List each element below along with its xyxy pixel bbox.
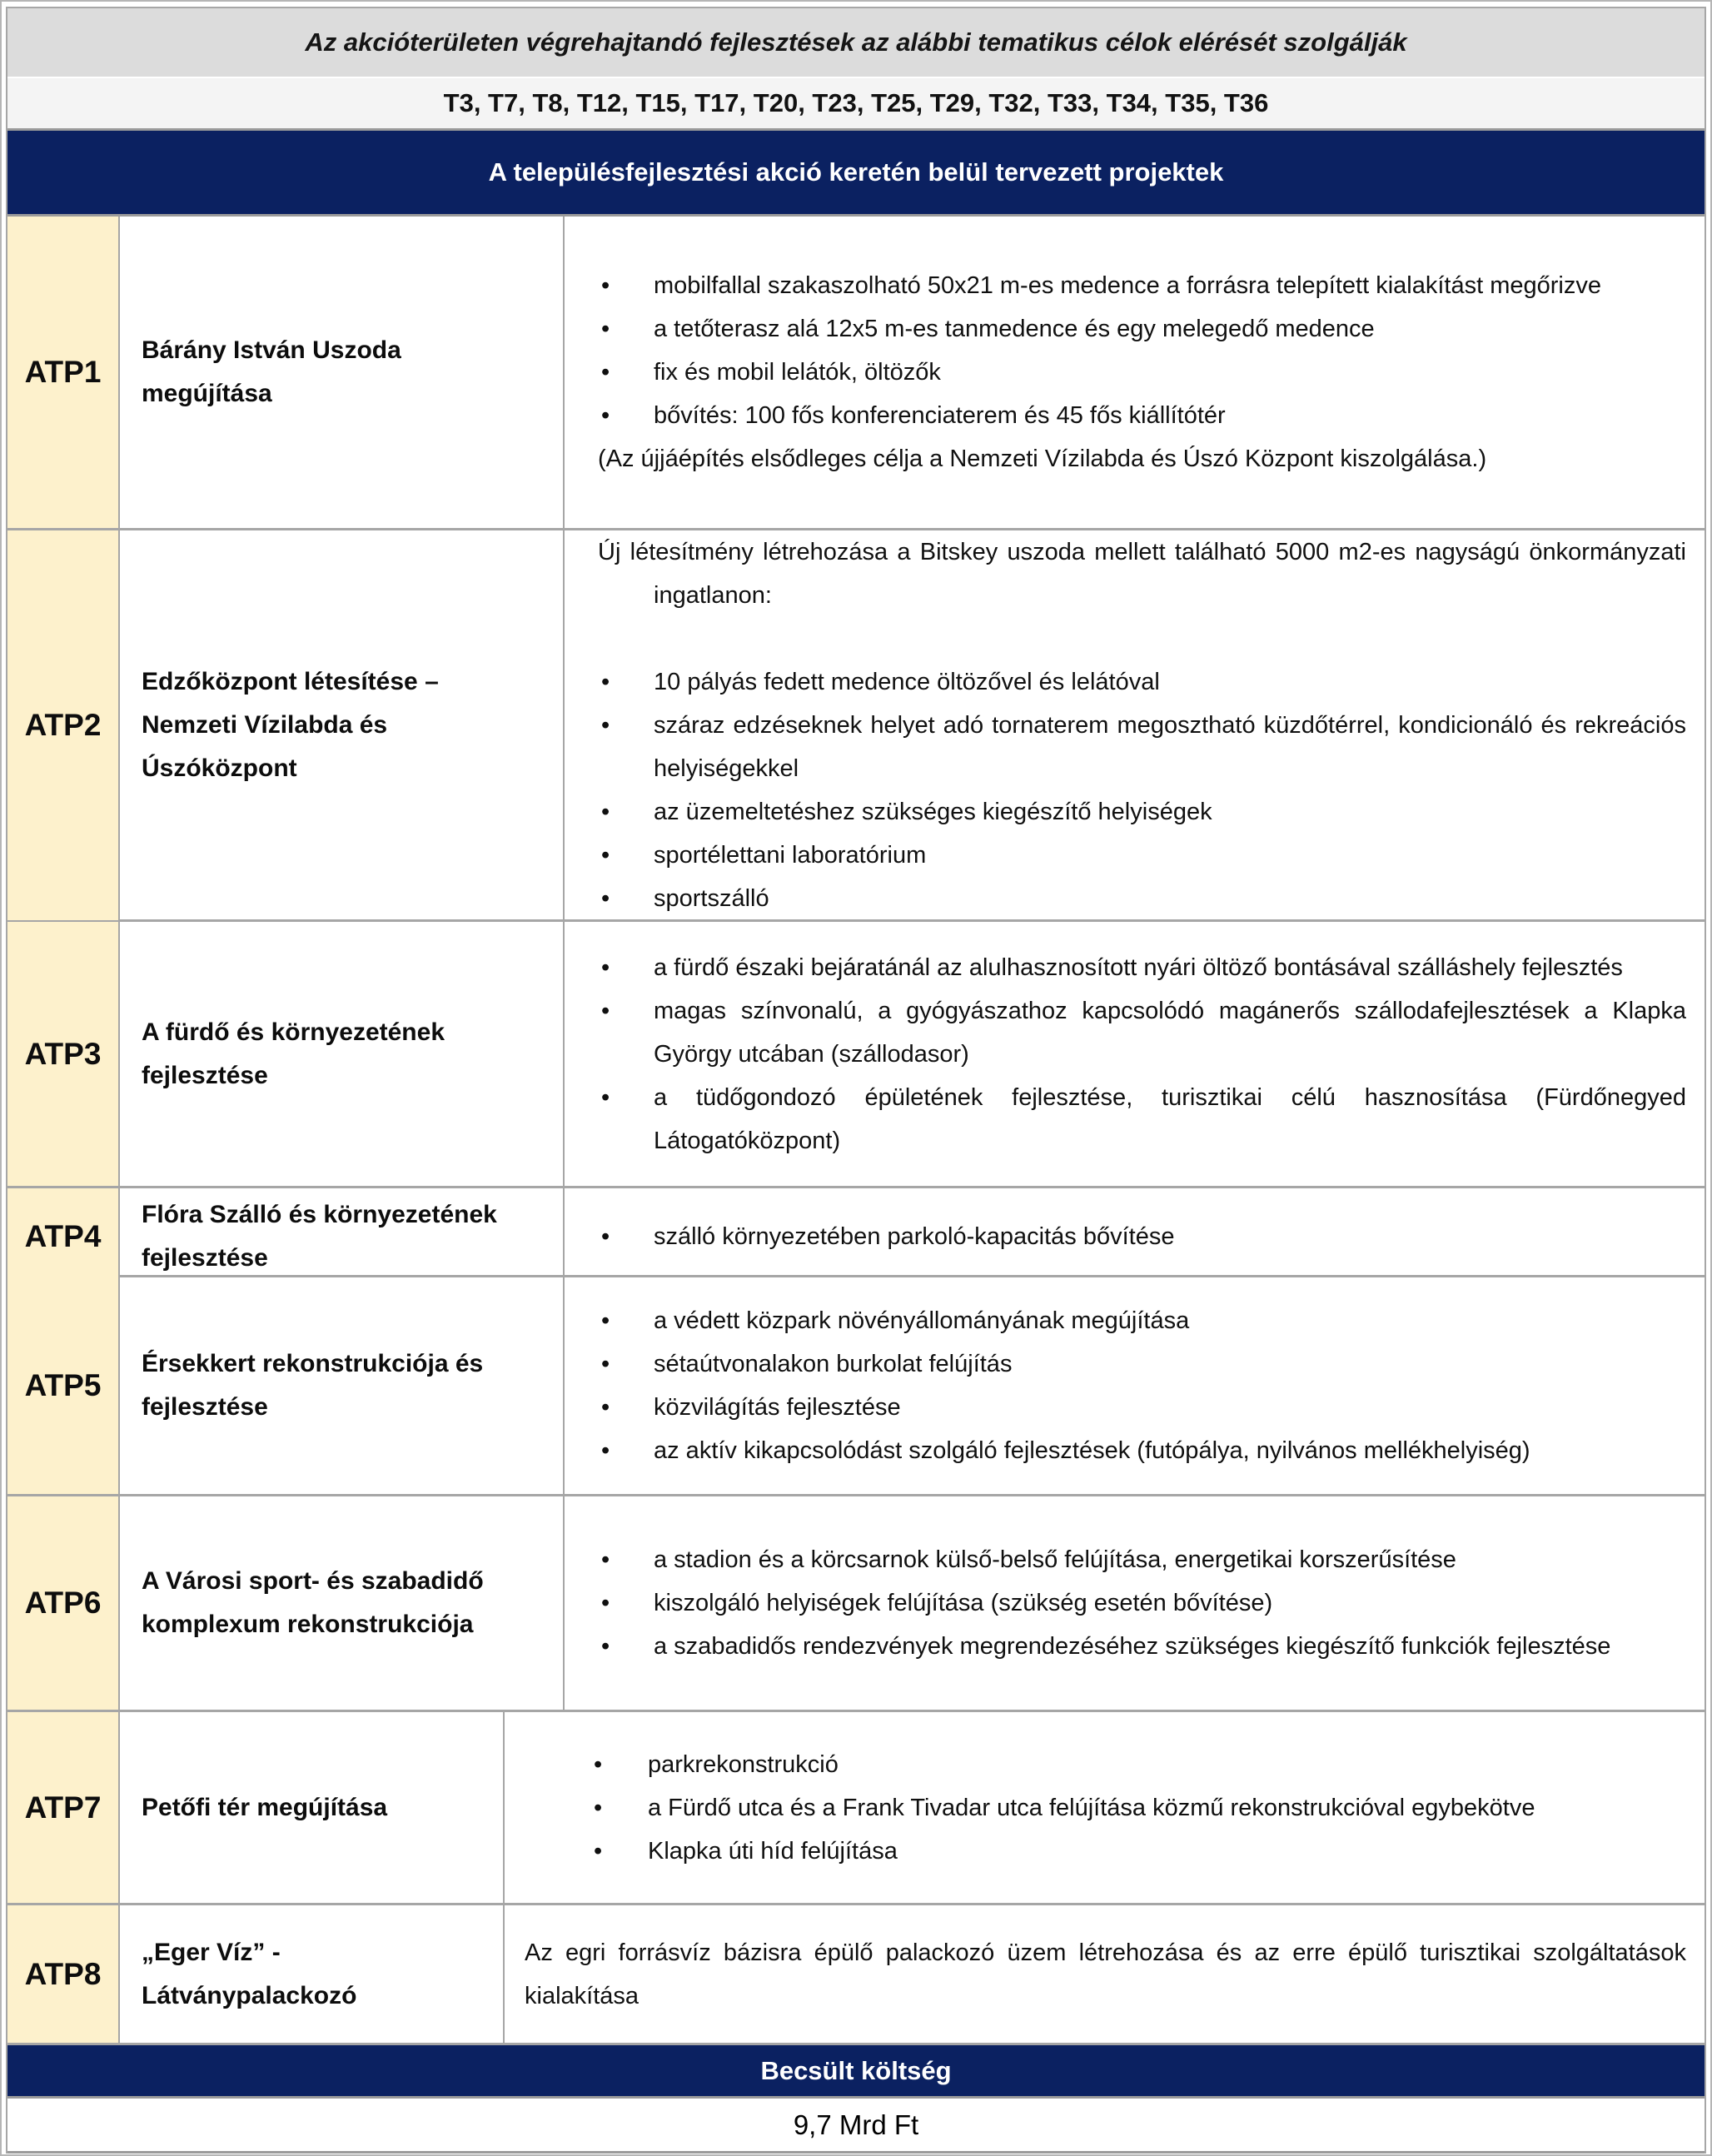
bullet-item: • magas színvonalú, a gyógyászathoz kapcsolódó magánerős szállodafejlesztések a Klapka György utcában (szállodasor) — [565, 989, 1686, 1076]
project-row-atp2 — [7, 530, 1705, 922]
bullet-item: • bővítés: 100 fős konferenciaterem és 45 fős kiállítótér — [565, 394, 1686, 437]
project-code-text: ATP2 — [24, 708, 102, 742]
project-name-text: Bárány István Uszoda megújítása — [142, 336, 401, 407]
project-name-text: A fürdő és környezetének fejlesztése — [142, 1018, 445, 1089]
estimated-cost-header — [7, 2045, 1705, 2099]
project-name — [120, 530, 565, 920]
project-description — [565, 1188, 1705, 1285]
bullet-item: • a tetőterasz alá 12x5 m-es tanmedence és egy melegedő medence — [565, 307, 1686, 351]
project-code-text: ATP1 — [24, 355, 102, 389]
bullet-item: • az aktív kikapcsolódást szolgáló fejlesztések (futópálya, nyilvános mellékhelyiség) — [565, 1429, 1686, 1472]
thematic-goal-codes-text: T3, T7, T8, T12, T15, T17, T20, T23, T25, T29, T32, T33, T34, T35, T36 — [443, 88, 1269, 117]
bullet-item: • 10 pályás fedett medence öltözővel és lelátóval — [565, 660, 1686, 704]
bullet-item: • sportélettani laboratórium — [565, 834, 1686, 877]
project-name-text: Érsekkert rekonstrukciója és fejlesztése — [142, 1350, 484, 1421]
project-code — [7, 217, 120, 528]
project-description — [565, 922, 1705, 1186]
bullet-item: • szálló környezetében parkoló-kapacitás bővítése — [565, 1215, 1686, 1258]
bullet-item: • fix és mobil lelátók, öltözők — [565, 351, 1686, 394]
project-name-text: Flóra Szálló és környezetének fejlesztése — [142, 1201, 497, 1272]
bullet-item: • száraz edzéseknek helyet adó tornaterem megosztható küzdőtérrel, kondicionáló és rekreációs helyiségekkel — [565, 704, 1686, 790]
project-code-text: ATP5 — [24, 1368, 102, 1402]
projects-table — [6, 7, 1706, 2154]
project-note: (Az újjáépítés elsődleges célja a Nemzeti Vízilabda és Úszó Központ kiszolgálása.) — [598, 446, 1487, 472]
bullet-item: • a stadion és a körcsarnok külső-belső felújítása, energetikai korszerűsítése — [565, 1538, 1686, 1581]
project-description — [505, 1712, 1705, 1903]
bullet-item: • a szabadidős rendezvények megrendezéséhez szükséges kiegészítő funkciók fejlesztése — [565, 1625, 1686, 1668]
project-name — [120, 1496, 565, 1710]
thematic-goals-title-text: Az akcióterületen végrehajtandó fejlesztések az alábbi tematikus célok elérését szolgálják — [305, 27, 1407, 57]
project-code-text: ATP6 — [24, 1586, 102, 1620]
bullet-item: • sportszálló — [565, 877, 1686, 920]
thematic-goal-codes — [7, 77, 1705, 128]
bullet-item: • Klapka úti híd felújítása — [505, 1830, 1686, 1873]
estimated-cost-value — [7, 2099, 1705, 2154]
bullet-item: • a fürdő északi bejáratánál az alulhasznosított nyári öltöző bontásával szálláshely fejlesztés — [565, 946, 1686, 989]
project-code-text: ATP4 — [24, 1219, 102, 1253]
estimated-cost-value-text: 9,7 Mrd Ft — [793, 2109, 919, 2140]
project-code — [7, 1188, 120, 1285]
bullet-item: • a védett közpark növényállományának megújítása — [565, 1299, 1686, 1342]
project-code — [7, 1277, 120, 1494]
bullet-item: • parkrekonstrukció — [505, 1743, 1686, 1786]
bullet-list — [565, 946, 1686, 1163]
bullet-item: • sétaútvonalakon burkolat felújítás — [565, 1342, 1686, 1386]
project-name — [120, 1712, 505, 1903]
project-code — [7, 1905, 120, 2043]
project-description — [565, 530, 1705, 920]
bullet-list — [565, 1299, 1686, 1472]
bullet-list — [565, 264, 1686, 437]
project-row-atp7 — [7, 1712, 1705, 1905]
estimated-cost-header-text: Becsült költség — [760, 2055, 952, 2085]
bullet-item: • az üzemeltetéshez szükséges kiegészítő helyiségek — [565, 790, 1686, 834]
projects-header — [7, 128, 1705, 217]
project-code — [7, 1496, 120, 1710]
bullet-list — [505, 1743, 1686, 1873]
project-name — [120, 1188, 565, 1285]
project-row-atp4 — [7, 1188, 1705, 1277]
project-name-text: „Eger Víz” - Látványpalackozó — [142, 1938, 357, 2009]
project-name-text: A Városi sport- és szabadidő komplexum rekonstrukciója — [142, 1567, 484, 1638]
project-name — [120, 922, 565, 1186]
project-description — [565, 1496, 1705, 1710]
bullet-item: • kiszolgáló helyiségek felújítása (szükség esetén bővítése) — [565, 1581, 1686, 1625]
thematic-goals-title — [7, 8, 1705, 77]
project-row-atp1 — [7, 217, 1705, 530]
project-description — [565, 1277, 1705, 1494]
bullet-item: • közvilágítás fejlesztése — [565, 1386, 1686, 1429]
bullet-item: • a Fürdő utca és a Frank Tivadar utca felújítása közmű rekonstrukcióval egybekötve — [505, 1786, 1686, 1830]
project-paragraph: Az egri forrásvíz bázisra épülő palackozó üzem létrehozása és az erre épülő turisztikai szolgáltatások kialakítása — [525, 1939, 1686, 2009]
bullet-item: • mobilfallal szakaszolható 50x21 m-es medence a forrásra telepített kialakítást megőrizve — [565, 264, 1686, 307]
projects-header-text: A településfejlesztési akció keretén belül tervezett projektek — [488, 157, 1224, 187]
project-description — [565, 217, 1705, 528]
project-code-text: ATP8 — [24, 1956, 102, 1991]
project-name — [120, 1905, 505, 2043]
project-row-atp5 — [7, 1277, 1705, 1496]
project-name — [120, 217, 565, 528]
project-description — [505, 1905, 1705, 2043]
project-code — [7, 1712, 120, 1903]
project-row-atp6 — [7, 1496, 1705, 1712]
project-row-atp8 — [7, 1905, 1705, 2045]
project-intro: Új létesítmény létrehozása a Bitskey uszoda mellett található 5000 m2-es nagyságú önkormányzati ingatlanon: — [598, 539, 1686, 609]
bullet-list — [565, 1215, 1686, 1258]
bullet-list — [565, 1538, 1686, 1668]
bullet-list — [565, 660, 1686, 920]
project-name-text: Petőfi tér megújítása — [142, 1793, 388, 1821]
project-name-text: Edzőközpont létesítése – Nemzeti Vízilabda és Úszóközpont — [142, 668, 439, 782]
project-code-text: ATP3 — [24, 1036, 102, 1071]
project-row-atp3 — [7, 922, 1705, 1188]
project-code — [7, 922, 120, 1186]
bullet-item: • a tüdőgondozó épületének fejlesztése, turisztikai célú hasznosítása (Fürdőnegyed Látogatóközpont) — [565, 1076, 1686, 1163]
project-name — [120, 1277, 565, 1494]
project-code — [7, 530, 120, 920]
project-code-text: ATP7 — [24, 1790, 102, 1825]
